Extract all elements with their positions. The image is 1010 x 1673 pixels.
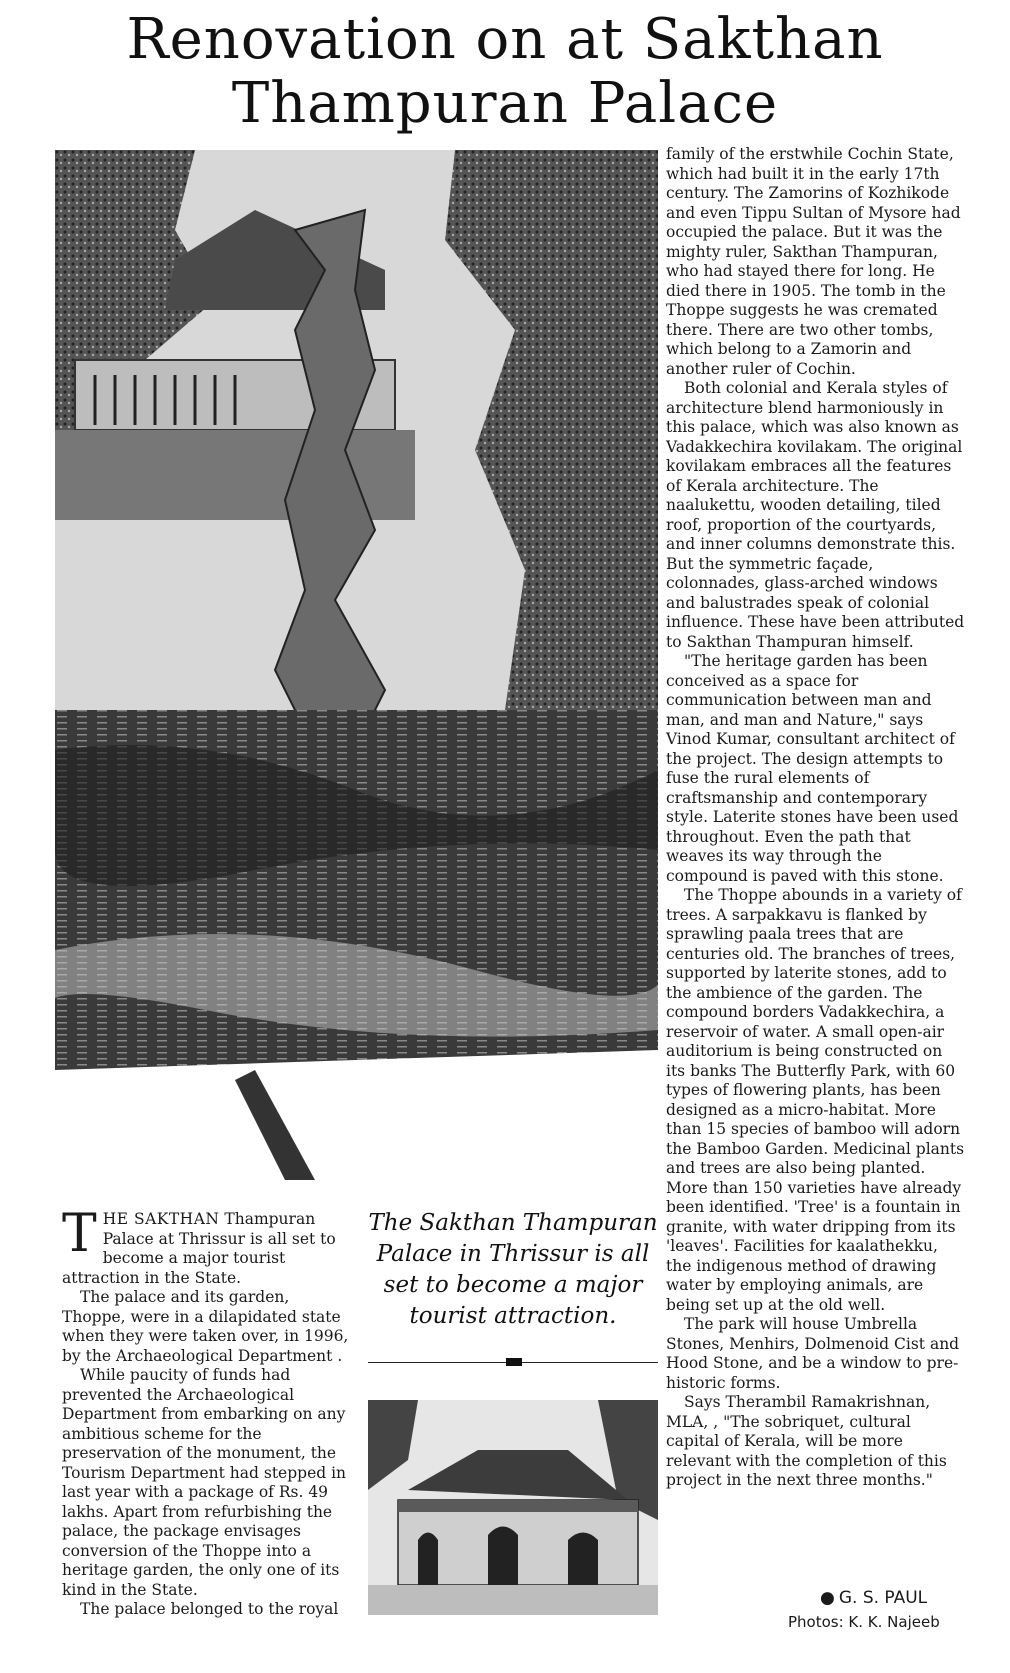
- right-column: [666, 145, 966, 1491]
- paragraph: "The heritage garden has been conceived as a space for communication between man and man, and man and Nature," says Vinod Kumar, consultant architect of the project. The design attempts to fuse the rural elements of craftsmanship and contemporary style. Laterite stones have been used throughout. Even the path that weaves its way through the compound is paved with this stone.: [666, 652, 959, 885]
- paragraph: Both colonial and Kerala styles of architecture blend harmoniously in this palace, which was also known as Vadakkechira kovilakam. The original kovilakam embraces all the features of Kerala architecture. The naalukettu, wooden detailing, tiled roof, proportion of the courtyards, and inner columns demonstrate this. But the symmetric façade, colonnades, glass-arched windows and balustrades speak of colonial influence. These have been attributed to Sakthan Thampuran himself.: [666, 379, 965, 651]
- byline-name: G. S. PAUL: [838, 1588, 928, 1608]
- paragraph: The Thoppe abounds in a variety of trees. A sarpakkavu is flanked by sprawling paala trees that are centuries old. The branches of trees, supported by laterite stones, add to the ambience of the garden. The compound borders Vadakkechira, a reservoir of water. A small open-air auditorium is being constructed on its banks The Butterfly Park, with 60 types of flowering plants, has been designed as a micro-habitat. More than 15 species of bamboo will adorn the Bamboo Garden. Medicinal plants and trees are also being planted. More than 150 varieties have already been identified. 'Tree' is a fountain in granite, with water dripping from its 'leaves'. Facilities for kaalathekku, the indigenous method of drawing water by employing animals, are being set up at the old well.: [666, 886, 965, 1314]
- paragraph: The park will house Umbrella Stones, Menhirs, Dolmenoid Cist and Hood Stone, and be a window to pre-historic forms.: [666, 1315, 960, 1392]
- palace-photo: [368, 1400, 658, 1615]
- paragraph: Says Therambil Ramakrishnan, MLA, , "The sobriquet, cultural capital of Kerala, will be more relevant with the completion of this project in the next three months.": [666, 1393, 947, 1489]
- lead-caps: HE SAKTHAN: [102, 1210, 220, 1228]
- headline: [0, 8, 1010, 136]
- left-column: [62, 1204, 350, 1620]
- main-photo: [55, 150, 658, 1180]
- headline-line-2: Thampuran Palace: [231, 71, 779, 136]
- lead-paragraph: [62, 1204, 350, 1288]
- divider-mark: [506, 1358, 522, 1366]
- paragraph: The palace and its garden, Thoppe, were in a dilapidated state when they were taken over, in 1996, by the Archaeological Department .: [62, 1288, 349, 1365]
- bullet-icon: ●: [820, 1588, 835, 1608]
- paragraph: The palace belonged to the royal: [80, 1600, 339, 1618]
- paragraph: While paucity of funds had prevented the Archaeological Department from embarking on any ambitious scheme for the preservation of the monument, the Tourism Department had stepped in last year with a package of Rs. 49 lakhs. Apart from refurbishing the palace, the package envisages conversion of the Thoppe into a heritage garden, the only one of its kind in the State.: [62, 1366, 347, 1599]
- paragraph: family of the erstwhile Cochin State, which had built it in the early 17th century. The Zamorins of Kozhikode and even Tippu Sultan of Mysore had occupied the palace. But it was the mighty ruler, Sakthan Thampuran, who had stayed there for long. He died there in 1905. The tomb in the Thoppe suggests he was cremated there. There are two other tombs, which belong to a Zamorin and another ruler of Cochin.: [666, 145, 961, 378]
- byline: [820, 1588, 927, 1608]
- drop-cap: T: [62, 1204, 97, 1264]
- pull-quote: The Sakthan Thampuran Palace in Thrissur is all set to become a major tourist attraction.: [368, 1210, 658, 1329]
- lead-text: Thampuran Palace at Thrissur is all set to become a major tourist attraction in the State.: [62, 1210, 336, 1287]
- headline-line-1: Renovation on at Sakthan: [126, 7, 884, 72]
- photo-credit: Photos: K. K. Najeeb: [788, 1613, 940, 1631]
